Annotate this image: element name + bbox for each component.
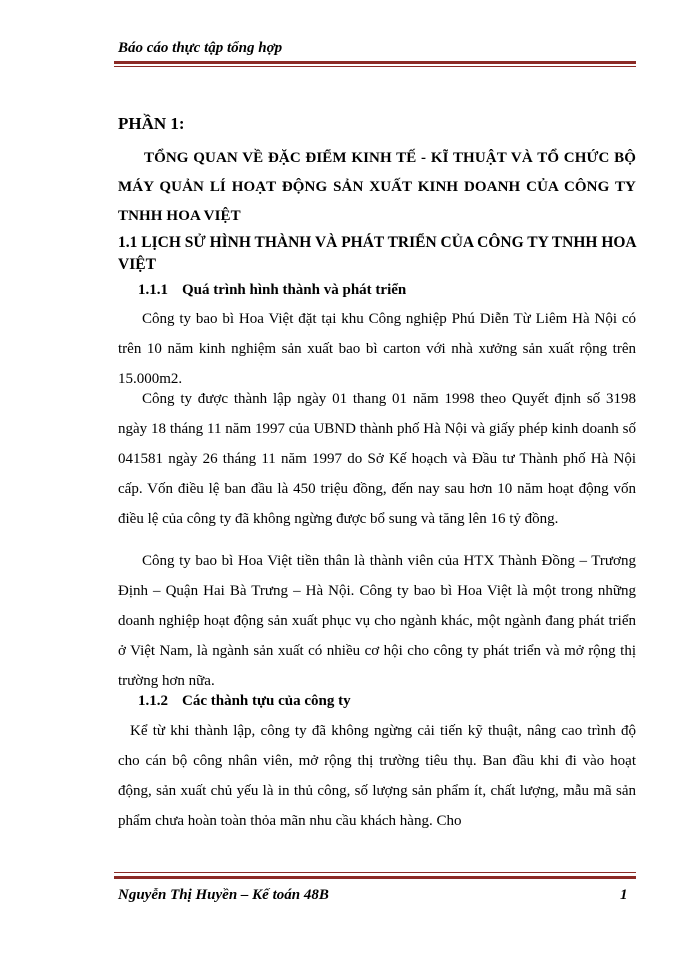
chapter-title: TỔNG QUAN VỀ ĐẶC ĐIỂM KINH TẾ - KĨ THUẬT VÀ TỔ CHỨC BỘ MÁY QUẢN LÍ HOẠT ĐỘNG SẢN XUẤT KINH DOANH CỦA CÔNG TY TNHH HOA VIỆT bbox=[118, 150, 636, 224]
subsection-heading-1-1-2 bbox=[138, 693, 351, 710]
paragraph: Kể từ khi thành lập, công ty đã không ngừng cải tiến kỹ thuật, nâng cao trình độ cho cán bộ công nhân viên, mở rộng thị trường tiêu thụ. Ban đầu khi đi vào hoạt động, sản xuất chủ yếu là in thủ công, số lượng sản phẩm ít, chất lượng, mẫu mã sản phẩm chưa hoàn toàn thỏa mãn nhu cầu khách hàng. Cho bbox=[118, 723, 636, 829]
paragraph: Công ty bao bì Hoa Việt đặt tại khu Công nghiệp Phú Diễn Từ Liêm Hà Nội có trên 10 năm kinh nghiệm sản xuất bao bì carton với nhà xưởng sản xuất rộng trên 15.000m2. bbox=[118, 311, 636, 387]
subsection-number: 1.1.2 bbox=[138, 693, 168, 709]
footer-rule-thin bbox=[114, 872, 636, 873]
footer-rule-thick bbox=[114, 876, 636, 879]
part-title: PHẦN 1: bbox=[118, 114, 185, 133]
paragraph: Công ty bao bì Hoa Việt tiền thân là thành viên của HTX Thành Đồng – Trương Định – Quận Hai Bà Trưng – Hà Nội. Công ty bao bì Hoa Việt là một trong những doanh nghiệp hoạt động sản xuất phục vụ cho ngành khác, một ngành đang phát triển ở Việt Nam, là ngành sản xuất có nhiều cơ hội cho công ty phát triển và mở rộng thị trường hơn nữa. bbox=[118, 553, 636, 689]
section-title: 1.1 LỊCH SỬ HÌNH THÀNH VÀ PHÁT TRIỂN CỦA CÔNG TY TNHH HOA VIỆT bbox=[118, 234, 636, 273]
subsection-heading-1-1-1 bbox=[138, 282, 406, 299]
page-number: 1 bbox=[620, 887, 628, 903]
running-header-title: Báo cáo thực tập tổng hợp bbox=[118, 40, 283, 56]
subsection-title: Các thành tựu của công ty bbox=[182, 693, 351, 709]
footer-author: Nguyễn Thị Huyền – Kế toán 48B bbox=[118, 887, 329, 903]
paragraph: Công ty được thành lập ngày 01 thang 01 năm 1998 theo Quyết định số 3198 ngày 18 tháng 11 năm 1997 của UBND thành phố Hà Nội và giấy phép kinh doanh số 041581 ngày 26 tháng 11 năm 1997 do Sở Kế hoạch và Đầu tư Thành phố Hà Nội cấp. Vốn điều lệ ban đầu là 450 triệu đồng, đến nay sau hơn 10 năm hoạt động vốn điều lệ của công ty đã không ngừng được bổ sung và tăng lên 16 tỷ đồng. bbox=[118, 391, 636, 527]
header-rule-thin bbox=[114, 66, 636, 67]
subsection-title: Quá trình hình thành và phát triển bbox=[182, 282, 407, 298]
subsection-number: 1.1.1 bbox=[138, 282, 168, 298]
header-rule-thick bbox=[114, 61, 636, 64]
